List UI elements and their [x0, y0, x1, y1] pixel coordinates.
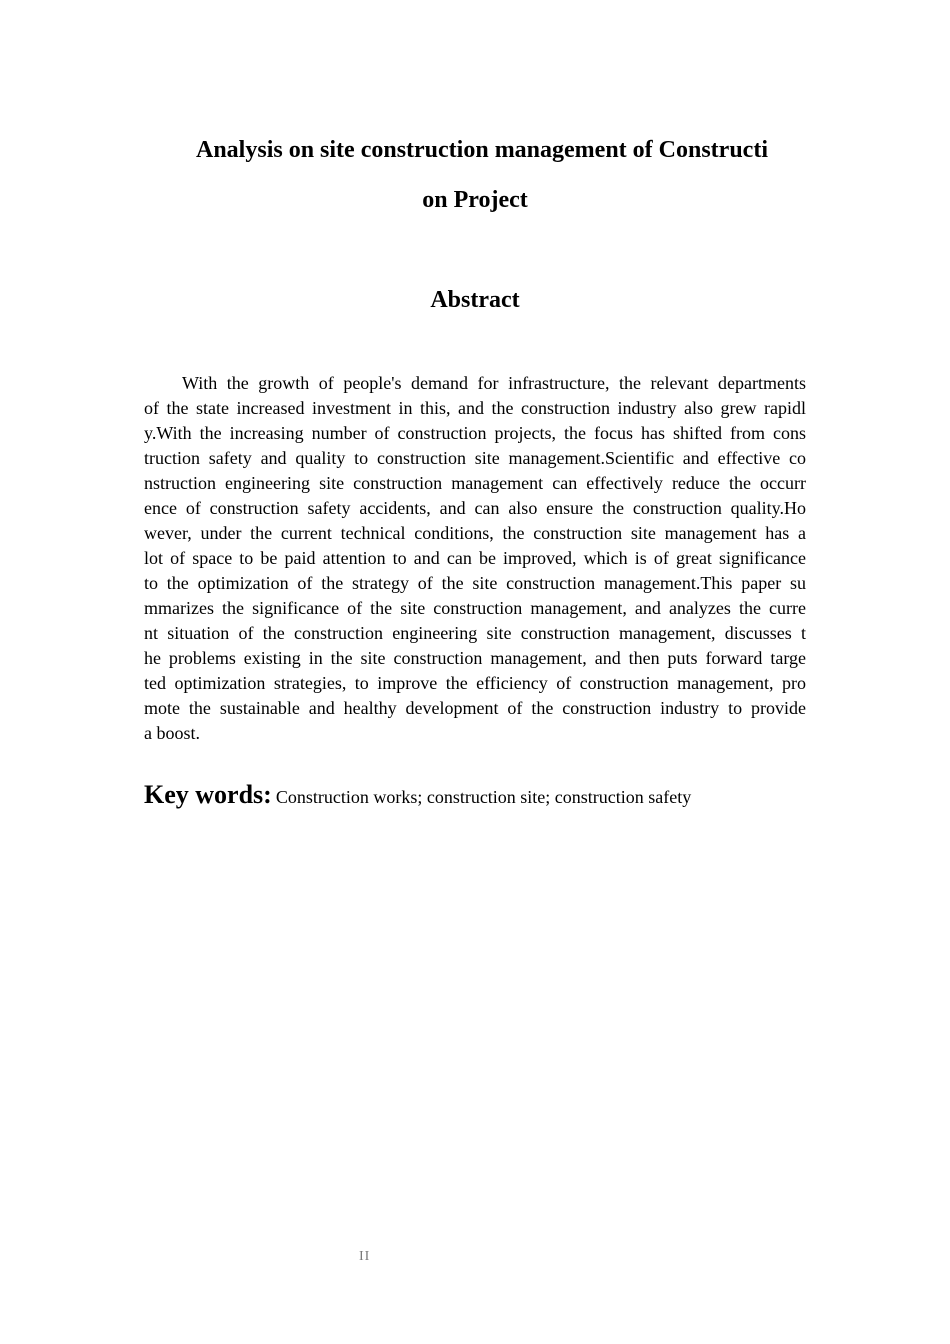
abstract-line: mote the sustainable and healthy development of the construction industry to provide: [144, 698, 806, 718]
abstract-line: a boost.: [144, 723, 200, 743]
abstract-line: to the optimization of the strategy of the site construction management.This paper su: [144, 573, 806, 593]
page-number: II: [359, 1249, 371, 1264]
abstract-line: nt situation of the construction engineering site construction management, discusses t: [144, 623, 806, 643]
keywords: [144, 779, 691, 813]
abstract-line: wever, under the current technical conditions, the construction site management has a: [144, 523, 806, 543]
abstract-heading: Abstract: [430, 287, 520, 313]
abstract-line: nstruction engineering site construction management can effectively reduce the occurr: [144, 473, 806, 493]
abstract-line: he problems existing in the site construction management, and then puts forward targe: [144, 648, 806, 668]
keywords-text: Construction works; construction site; construction safety: [275, 787, 692, 807]
abstract-line: y.With the increasing number of construction projects, the focus has shifted from cons: [144, 423, 806, 443]
abstract-line: ted optimization strategies, to improve the efficiency of construction management, pro: [144, 673, 806, 693]
title-line-2: on Project: [422, 187, 528, 213]
abstract-line: mmarizes the significance of the site construction management, and analyzes the curre: [144, 598, 806, 618]
keywords-label: Key words:: [144, 780, 272, 809]
abstract-line: of the state increased investment in this, and the construction industry also grew rapidl: [144, 398, 806, 418]
abstract-line: lot of space to be paid attention to and can be improved, which is of great significance: [144, 548, 806, 568]
abstract-line: With the growth of people's demand for infrastructure, the relevant departments: [182, 373, 806, 393]
abstract-line: truction safety and quality to construction site management.Scientific and effective co: [144, 448, 806, 468]
title-line-1: Analysis on site construction management of Constructi: [196, 137, 768, 163]
abstract-line: ence of construction safety accidents, and can also ensure the construction quality.Ho: [144, 498, 806, 518]
abstract-body: [144, 371, 806, 746]
